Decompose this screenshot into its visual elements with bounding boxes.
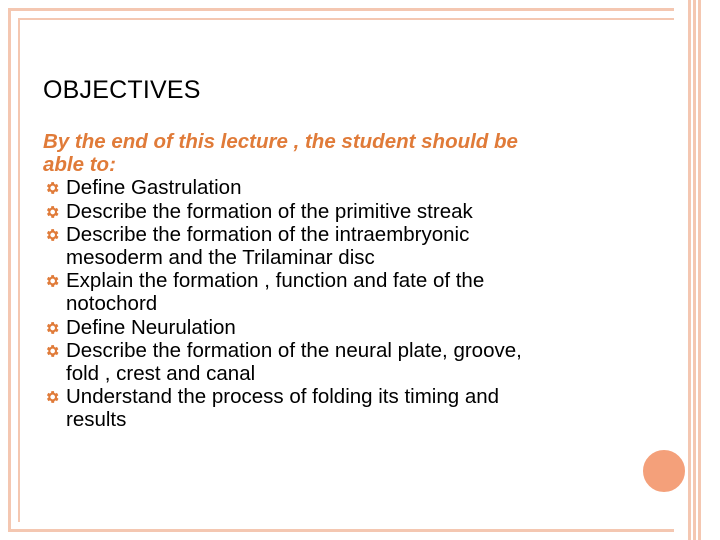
gear-icon bbox=[44, 204, 60, 220]
list-item-text: fold , crest and canal bbox=[66, 362, 256, 386]
list-item-text: Explain the formation , function and fate of the bbox=[66, 269, 485, 293]
list-item bbox=[43, 316, 613, 339]
slide-content bbox=[43, 130, 613, 432]
list-item-text: mesoderm and the Trilaminar disc bbox=[66, 246, 375, 270]
gear-icon bbox=[44, 343, 60, 359]
gear-icon bbox=[44, 320, 60, 336]
list-item bbox=[43, 385, 613, 431]
slide-title: OBJECTIVES bbox=[43, 76, 201, 104]
decorative-line bbox=[688, 0, 691, 540]
decorative-line bbox=[698, 0, 701, 540]
gear-icon bbox=[44, 273, 60, 289]
gear-icon bbox=[44, 227, 60, 243]
list-item-text: notochord bbox=[66, 292, 158, 316]
list-item bbox=[43, 200, 613, 223]
list-item bbox=[43, 176, 613, 199]
list-item-text: Describe the formation of the intraembryonic bbox=[66, 222, 470, 246]
list-item bbox=[43, 223, 613, 269]
list-item-text: Describe the formation of the primitive streak bbox=[66, 199, 473, 223]
gear-icon bbox=[44, 180, 60, 196]
gear-icon bbox=[44, 389, 60, 405]
decorative-line bbox=[693, 0, 696, 540]
intro-text bbox=[43, 130, 613, 176]
list-item bbox=[43, 269, 613, 315]
objectives-list bbox=[43, 176, 613, 431]
list-item-text: results bbox=[66, 408, 127, 432]
list-item-text: Define Gastrulation bbox=[66, 176, 242, 200]
list-item bbox=[43, 339, 613, 385]
intro-line: By the end of this lecture , the student should be bbox=[43, 130, 518, 153]
decorative-circle bbox=[641, 448, 687, 494]
intro-line: able to: bbox=[43, 153, 116, 177]
list-item-text: Understand the process of folding its timing and bbox=[66, 385, 500, 409]
list-item-text: Describe the formation of the neural plate, groove, bbox=[66, 338, 522, 362]
list-item-text: Define Neurulation bbox=[66, 315, 236, 339]
